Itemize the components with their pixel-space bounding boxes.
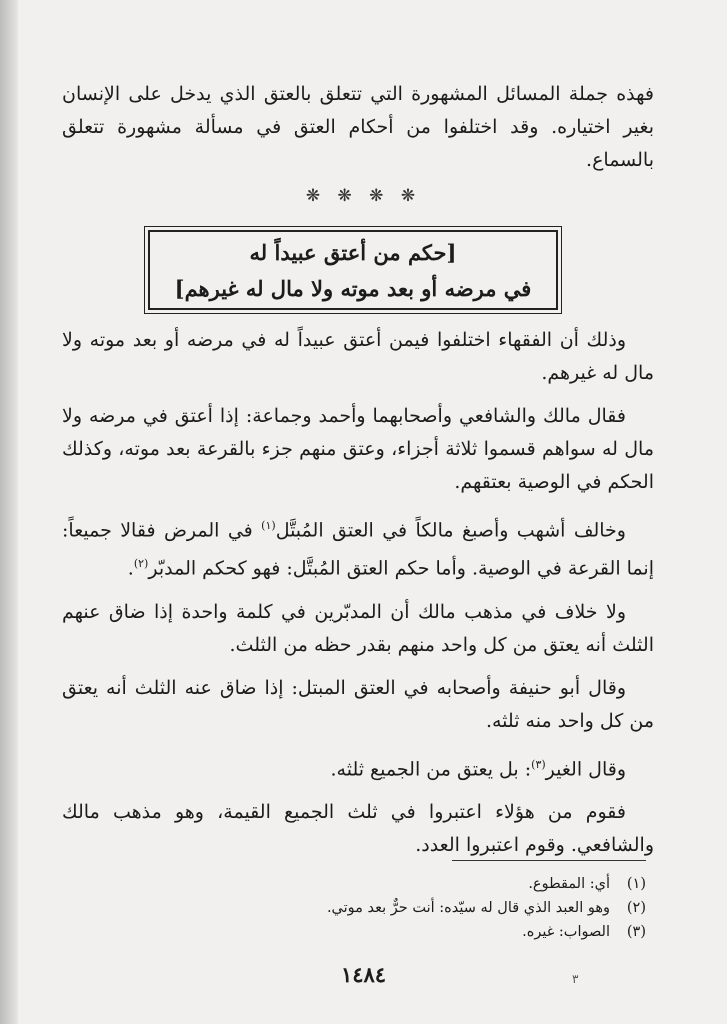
footnote-ref: (٣) — [531, 757, 546, 771]
footnote-divider — [452, 860, 646, 861]
section-separator: ❋ ❋ ❋ ❋ — [305, 186, 422, 206]
footnote-text: وهو العبد الذي قال له سيّده: أنت حرٌّ بعد موتي. — [326, 900, 610, 916]
footnote — [200, 920, 646, 944]
paragraph — [62, 748, 654, 786]
page-number: ١٤٨٤ — [340, 962, 387, 987]
paragraph: فقال مالك والشافعي وأصحابهما وأحمد وجماعة: إذا أعتق في مرضه ولا مال له سواهم قسموا ثلاثة أجزاء، وعتق منهم جزء بالقرعة بعد موته، وكذلك الحكم في الوصية بعتقهم. — [62, 405, 654, 493]
footnotes — [200, 872, 646, 944]
intro-text: فهذه جملة المسائل المشهورة التي تتعلق بالعتق الذي يدخل على الإنسان بغير اختياره. وقد اختلفوا من أحكام العتق في مسألة مشهورة تتعلق بالسماع. — [62, 83, 654, 171]
footnote-text: الصواب: غيره. — [522, 924, 610, 940]
page-binding-shadow — [0, 0, 18, 1024]
footnote — [200, 896, 646, 920]
footnote-number: (٢) — [626, 900, 646, 916]
heading-line-1: [حكم من أعتق عبيداً له — [249, 240, 457, 265]
paragraph: فقوم من هؤلاء اعتبروا في ثلث الجميع القيمة، وهو مذهب مالك والشافعي. وقوم اعتبروا العدد. — [62, 800, 654, 856]
paragraph-text: : بل يعتق من الجميع ثلثه. — [330, 757, 532, 780]
footnote-text: أي: المقطوع. — [528, 876, 610, 892]
footnote-ref: (١) — [261, 519, 276, 532]
footnote — [200, 872, 646, 896]
section-heading-box — [148, 230, 558, 310]
paragraph: وقال أبو حنيفة وأصحابه في العتق المبتل: إذا ضاق عنه الثلث أنه يعتق من كل واحد منه ثلثه. — [62, 676, 654, 732]
heading-line-2: في مرضه أو بعد موته ولا مال له غيرهم] — [174, 276, 532, 301]
footnote-ref: (٢) — [133, 557, 149, 571]
footnote-number: (٣) — [626, 924, 646, 940]
intro-paragraph — [62, 78, 654, 177]
paragraph-text: وقال الغير — [545, 757, 626, 780]
signature-mark: ٣ — [572, 972, 579, 986]
paragraph-text: وخالف أشهب وأصبغ مالكاً في العتق المُبتَّل — [275, 519, 626, 542]
paragraph-text: . — [127, 557, 134, 580]
footnote-number: (١) — [626, 876, 646, 892]
body-text — [62, 324, 654, 872]
paragraph-text: في المرض فقالا جميعاً: إنما القرعة في الوصية. وأما حكم العتق المُبتَّل: فهو كحكم المدبّر — [62, 519, 654, 580]
paragraph — [62, 509, 654, 586]
paragraph: ولا خلاف في مذهب مالك أن المدبّرين في كلمة واحدة إذا ضاق عنهم الثلث أنه يعتق من كل واحد منهم بقدر حظه من الثلث. — [62, 600, 654, 656]
paragraph: وذلك أن الفقهاء اختلفوا فيمن أعتق عبيداً له في مرضه أو بعد موته ولا مال له غيرهم. — [62, 329, 654, 384]
